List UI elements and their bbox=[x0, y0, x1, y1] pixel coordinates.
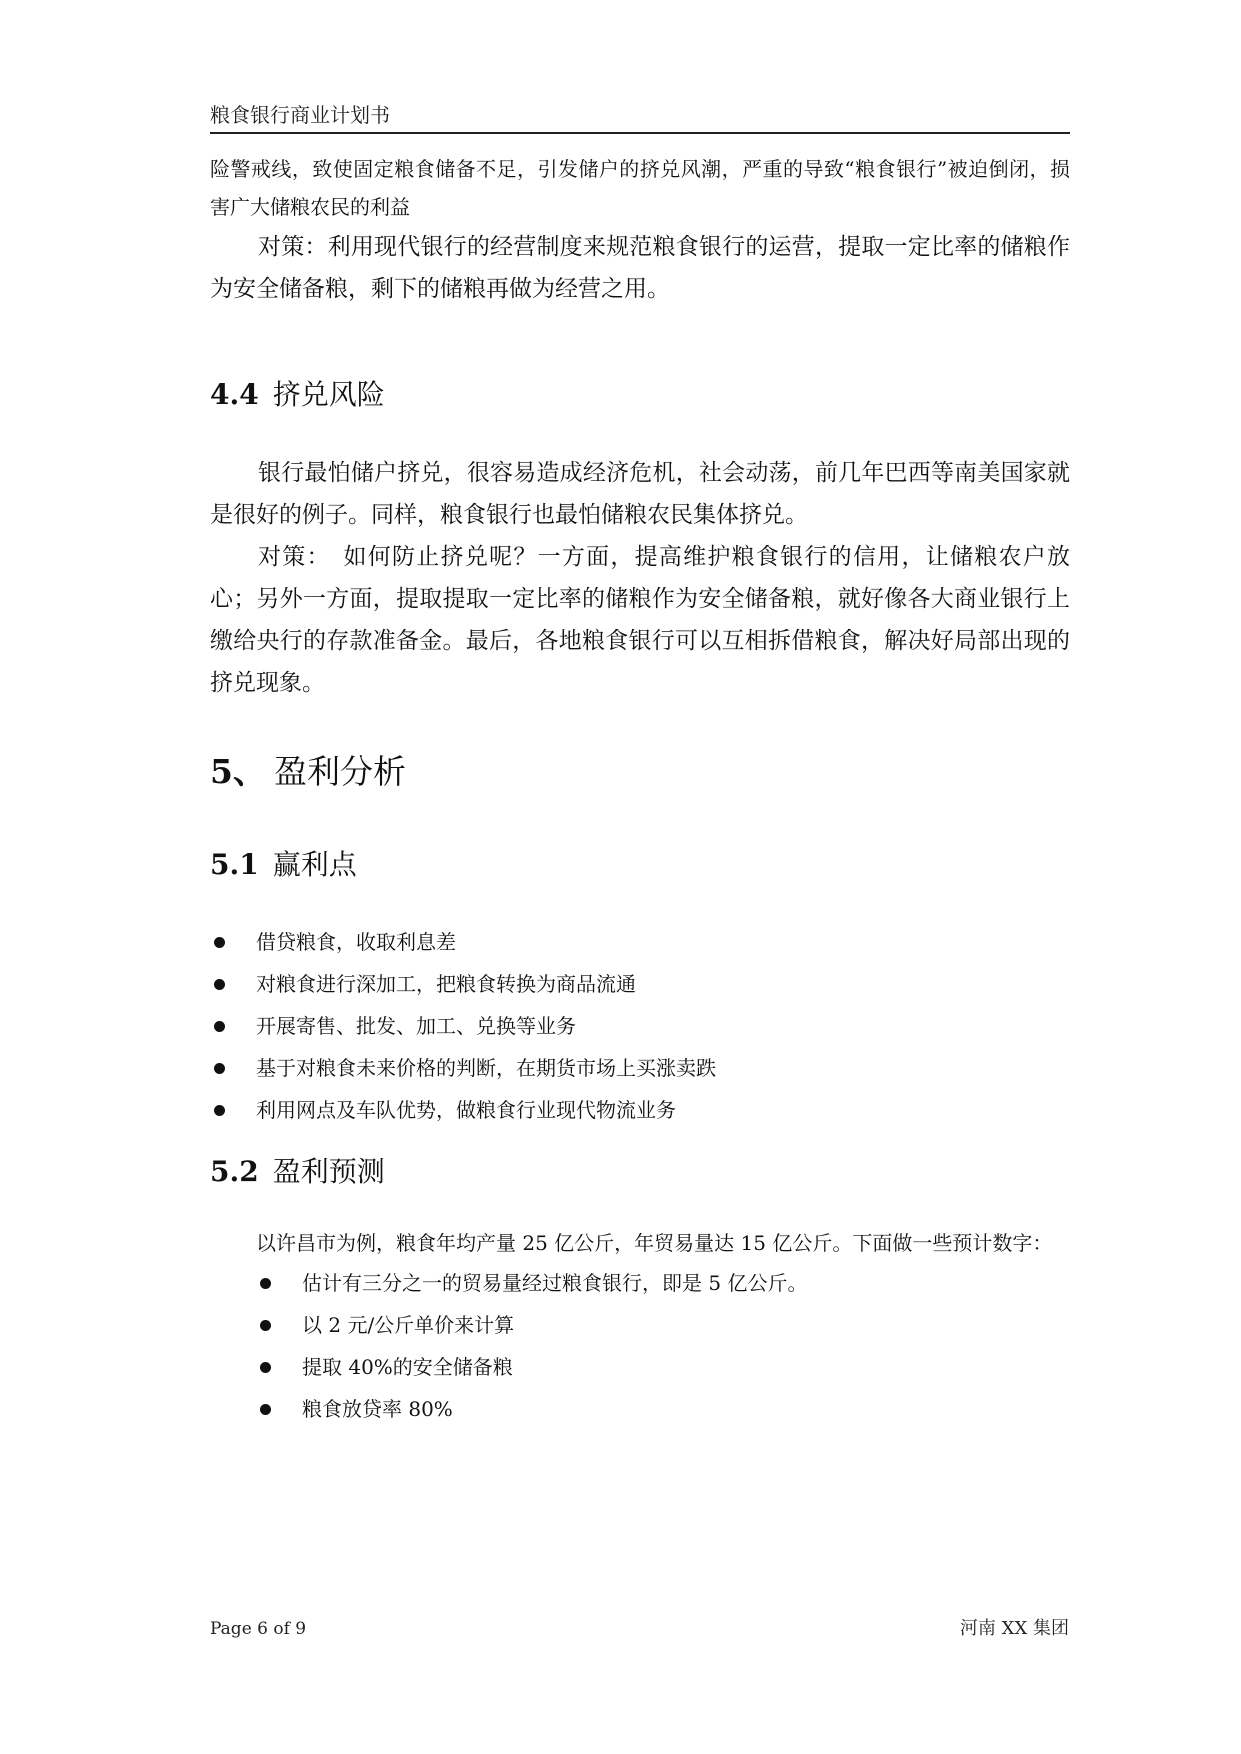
page-number: Page 6 of 9 bbox=[210, 1619, 307, 1639]
section-4-4-heading bbox=[210, 378, 385, 412]
section-5-1-heading bbox=[210, 848, 357, 882]
header-title: 粮食银行商业计划书 bbox=[210, 103, 390, 127]
list-item-text: 粮食放贷率 80% bbox=[302, 1397, 453, 1421]
section-4-4-number: 4.4 bbox=[210, 378, 259, 411]
bullet-icon bbox=[214, 1063, 225, 1074]
page-header bbox=[210, 100, 1070, 134]
section-5-number: 5、 bbox=[210, 752, 266, 791]
list-item bbox=[210, 921, 716, 963]
list-item bbox=[256, 1346, 807, 1388]
bullet-icon bbox=[214, 937, 225, 948]
list-item bbox=[210, 1047, 716, 1089]
bullet-icon bbox=[260, 1278, 271, 1289]
list-item-text: 提取 40%的安全储备粮 bbox=[302, 1355, 513, 1379]
bullet-icon bbox=[214, 979, 225, 990]
section-5-title: 盈利分析 bbox=[274, 752, 406, 791]
section-5-2-heading bbox=[210, 1155, 385, 1189]
section-5-1-list bbox=[210, 921, 716, 1131]
section-5-2-list bbox=[256, 1262, 807, 1430]
list-item bbox=[210, 1089, 716, 1131]
section-5-1-number: 5.1 bbox=[210, 848, 259, 881]
section-5-2-number: 5.2 bbox=[210, 1155, 259, 1188]
intro-paragraph-2: 对策：利用现代银行的经营制度来规范粮食银行的运营，提取一定比率的储粮作为安全储备粮，剩下的储粮再做为经营之用。 bbox=[210, 234, 1070, 302]
section-4-4-paragraph-2: 对策： 如何防止挤兑呢？一方面，提高维护粮食银行的信用，让储粮农户放心；另外一方面，提取提取一定比率的储粮作为安全储备粮，就好像各大商业银行上缴给央行的存款准备金。最后，各地粮食银行可以互相拆借粮食，解决好局部出现的挤兑现象。 bbox=[210, 544, 1070, 696]
bullet-icon bbox=[214, 1021, 225, 1032]
list-item bbox=[256, 1262, 807, 1304]
bullet-icon bbox=[260, 1404, 271, 1415]
list-item-text: 基于对粮食未来价格的判断，在期货市场上买涨卖跌 bbox=[256, 1056, 716, 1080]
list-item-text: 估计有三分之一的贸易量经过粮食银行，即是 5 亿公斤。 bbox=[302, 1271, 808, 1295]
section-4-4-title: 挤兑风险 bbox=[272, 378, 385, 411]
intro-block bbox=[210, 150, 1070, 310]
list-item bbox=[256, 1388, 807, 1430]
section-4-4-body bbox=[210, 452, 1070, 704]
section-5-1-title: 赢利点 bbox=[272, 848, 357, 881]
list-item bbox=[256, 1304, 807, 1346]
list-item bbox=[210, 1005, 716, 1047]
list-item-text: 借贷粮食，收取利息差 bbox=[256, 930, 456, 954]
list-item-text: 对粮食进行深加工，把粮食转换为商品流通 bbox=[256, 972, 636, 996]
bullet-icon bbox=[214, 1105, 225, 1116]
section-5-heading bbox=[210, 752, 406, 792]
footer-company: 河南 XX 集团 bbox=[959, 1618, 1069, 1639]
intro-paragraph-1: 险警戒线，致使固定粮食储备不足，引发储户的挤兑风潮，严重的导致“粮食银行”被迫倒闭，损害广大储粮农民的利益 bbox=[210, 157, 1070, 219]
list-item-text: 以 2 元/公斤单价来计算 bbox=[302, 1313, 515, 1337]
section-5-2-title: 盈利预测 bbox=[272, 1155, 385, 1188]
list-item bbox=[210, 963, 716, 1005]
list-item-text: 利用网点及车队优势，做粮食行业现代物流业务 bbox=[256, 1098, 676, 1122]
section-4-4-paragraph-1: 银行最怕储户挤兑，很容易造成经济危机，社会动荡，前几年巴西等南美国家就是很好的例子。同样，粮食银行也最怕储粮农民集体挤兑。 bbox=[210, 460, 1070, 528]
section-5-2-intro: 以许昌市为例，粮食年均产量 25 亿公斤，年贸易量达 15 亿公斤。下面做一些预计数字： bbox=[256, 1231, 1053, 1255]
bullet-icon bbox=[260, 1320, 271, 1331]
bullet-icon bbox=[260, 1362, 271, 1373]
list-item-text: 开展寄售、批发、加工、兑换等业务 bbox=[256, 1014, 576, 1038]
